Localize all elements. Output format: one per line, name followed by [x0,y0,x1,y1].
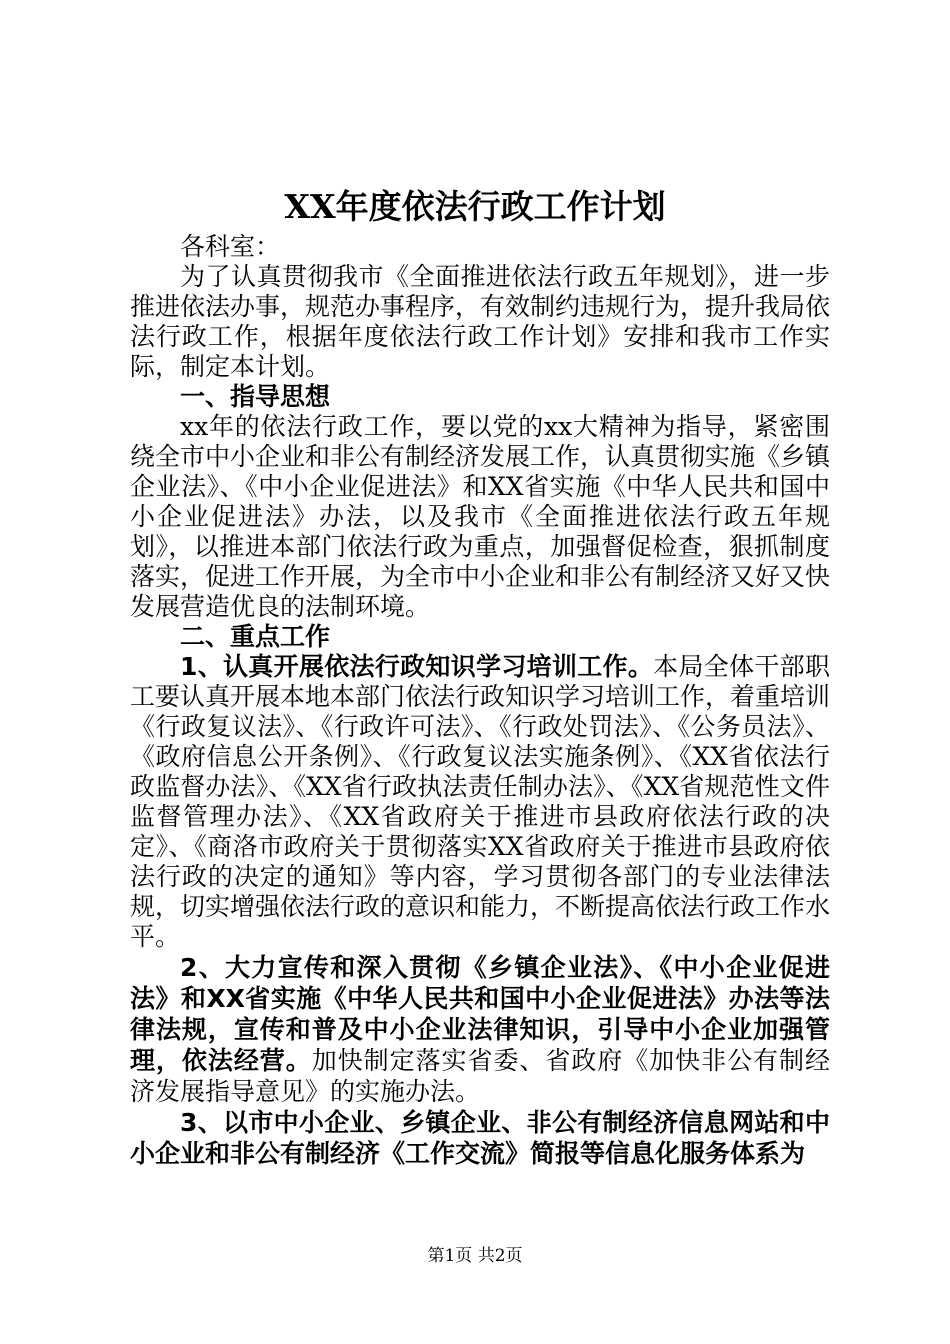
section-paragraph-guiding-principles: xx年的依法行政工作，要以党的xx大精神为指导，紧密围绕全市中小企业和非公有制经济发展工作，认真贯彻实施《乡镇企业法》、《中小企业促进法》和XX省实施《中华人民共和国中小企业促进法》办法，以及我市《全面推进依法行政五年规划》，以推进本部门依法行政为重点，加强督促检查，狠抓制度落实，促进工作开展，为全市中小企业和非公有制经济又好又快发展营造优良的法制环境。 [130,412,831,621]
page-footer: 第1页 共2页 [427,1246,523,1266]
item-3-lead: 3、以市中小企业、乡镇企业、非公有制经济信息网站和中小企业和非公有制经济《工作交流》简报等信息化服务体系为 [130,1108,830,1168]
document-body [130,232,830,1169]
section-heading-key-work: 二、重点工作 [180,622,331,651]
item-paragraph-3 [130,1107,830,1169]
item-2-text: 加快制定落实省委、省政府《加快非公有制经济发展指导意见》的实施办法。 [130,1046,830,1106]
item-paragraph-1 [130,652,830,952]
item-paragraph-2 [130,952,830,1107]
page-title: XX年度依法行政工作计划 [284,187,666,226]
item-1-lead: 1、认真开展依法行政知识学习培训工作。 [180,652,654,681]
intro-paragraph: 为了认真贯彻我市《全面推进依法行政五年规划》，进一步推进依法办事，规范办事程序，有效制约违规行为，提升我局依法行政工作，根据年度依法行政工作计划》安排和我市工作实际，制定本计划。 [130,262,831,381]
item-1-text: 本局全体干部职工要认真开展本地本部门依法行政知识学习培训工作，着重培训《行政复议法》、《行政许可法》、《行政处罚法》、《公务员法》、《政府信息公开条例》、《行政复议法实施条例》、《XX省依法行政监督办法》、《XX省行政执法责任制办法》、《XX省规范性文件监督管理办法》、《XX省政府关于推进市县政府依法行政的决定》、《商洛市政府关于贯彻落实XX省政府关于推进市县政府依法行政的决定的通知》等内容，学习贯彻各部门的专业法律法规，切实增强依法行政的意识和能力，不断提高依法行政工作水平。 [130,652,831,951]
greeting: 各科室： [180,232,281,261]
section-heading-guiding-principles: 一、指导思想 [180,382,331,411]
item-2-lead: 2、大力宣传和深入贯彻《乡镇企业法》、《中小企业促进法》和XX省实施《中华人民共和国中小企业促进法》办法等法律法规，宣传和普及中小企业法律知识，引导中小企业加强管理，依法经营。 [130,953,830,1075]
